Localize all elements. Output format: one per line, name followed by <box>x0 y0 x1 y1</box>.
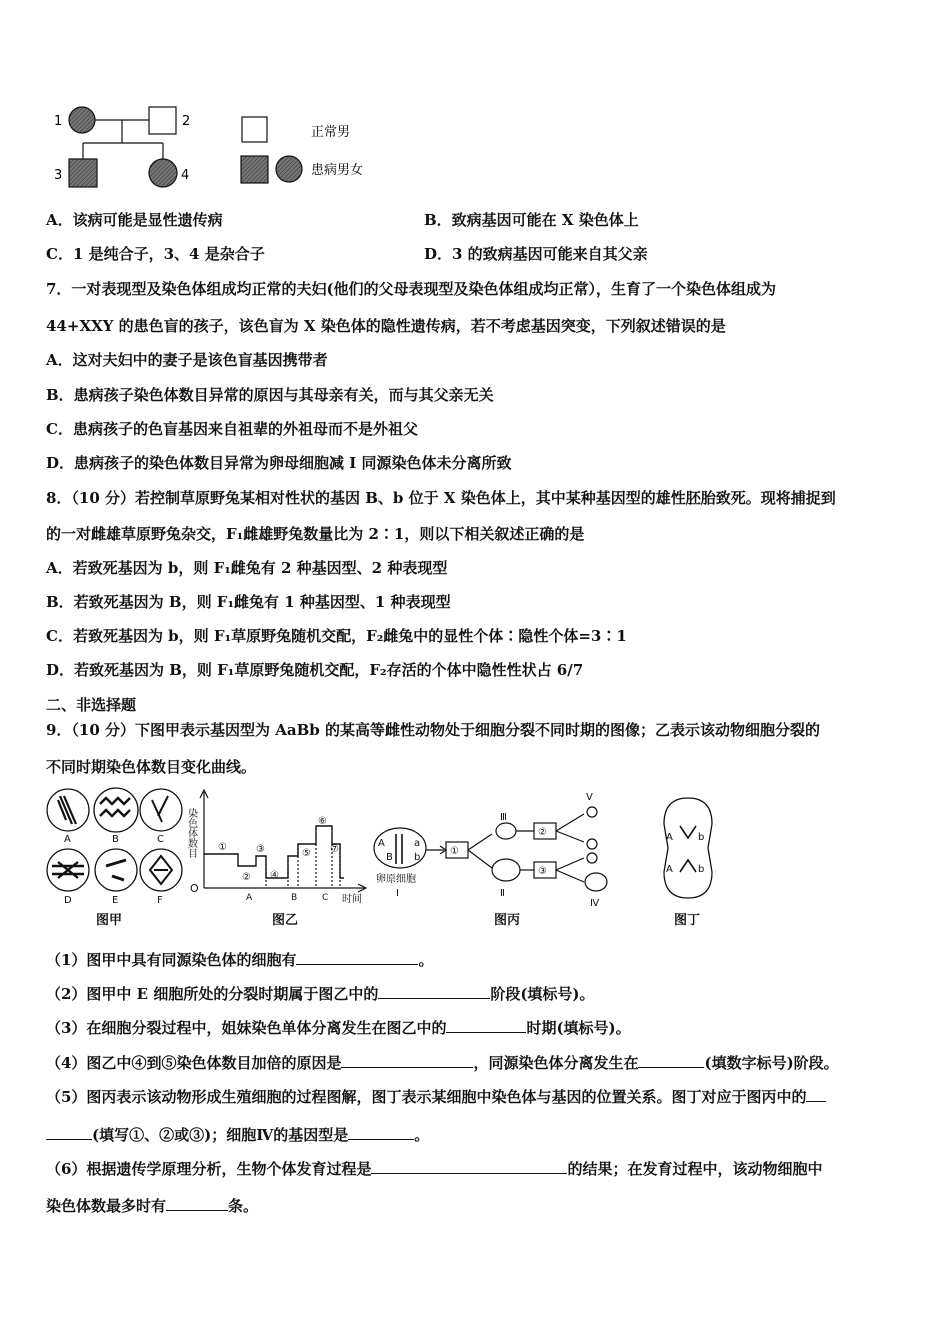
q8-option-d[interactable]: D．若致死基因为 B，则 F₁草原野兔随机交配，F₂存活的个体中隐性性状占 6/7 <box>46 661 584 679</box>
q6-option-c[interactable]: C．1 是纯合子，3、4 是杂合子 <box>46 245 265 263</box>
q9-stem-line1: 9．（10 分）下图甲表示基因型为 AaBb 的某高等雌性动物处于细胞分裂不同时期的图像；乙表示该动物细胞分裂的 <box>46 721 821 739</box>
q7-option-d[interactable]: D．患病孩子的染色体数目异常为卵母细胞减 I 同源染色体未分离所致 <box>46 454 512 472</box>
svg-text:患病男女: 患病男女 <box>311 163 364 178</box>
svg-text:⑤: ⑤ <box>302 848 311 859</box>
svg-text:B: B <box>386 852 393 863</box>
q6-option-a[interactable]: A．该病可能是显性遗传病 <box>46 211 223 229</box>
svg-text:2: 2 <box>182 114 191 129</box>
q9-sub1: （1）图甲中具有同源染色体的细胞有 。 <box>46 951 434 969</box>
cell-E <box>95 849 137 906</box>
svg-text:②: ② <box>538 827 547 838</box>
svg-text:时间: 时间 <box>342 894 362 905</box>
svg-text:B: B <box>291 893 298 903</box>
svg-text:Ⅲ: Ⅲ <box>500 812 507 823</box>
q7-stem-line2: 44+XXY 的患色盲的孩子，该色盲为 X 染色体的隐性遗传病，若不考虑基因突变，下列叙述错误的是 <box>46 317 726 335</box>
svg-text:①: ① <box>218 842 227 853</box>
q8-option-b[interactable]: B．若致死基因为 B，则 F₁雌兔有 1 种基因型、1 种表现型 <box>46 593 451 611</box>
caption-ding: 图丁 <box>674 913 701 928</box>
svg-text:B: B <box>112 834 119 845</box>
svg-text:Ⅱ: Ⅱ <box>500 888 505 899</box>
answer-blank-4b[interactable] <box>638 1053 704 1068</box>
svg-text:Ⅳ: Ⅳ <box>590 898 600 909</box>
figure-jia <box>47 788 182 928</box>
svg-text:b: b <box>698 832 705 843</box>
q6-options-row2 <box>46 244 648 264</box>
answer-blank-6b[interactable] <box>166 1196 228 1211</box>
answer-blank-6a[interactable] <box>371 1159 567 1174</box>
cell-F <box>140 849 182 906</box>
cell-B <box>94 788 138 845</box>
cell-C <box>140 789 182 845</box>
answer-blank-3[interactable] <box>446 1018 526 1033</box>
q7-stem-line1: 7．一对表现型及染色体组成均正常的夫妇(他们的父母表现型及染色体组成均正常），生育了一个染色体组成为 <box>46 280 777 298</box>
answer-blank-4a[interactable] <box>341 1053 473 1068</box>
legend-affected <box>241 156 363 183</box>
q9-sub5-line2: (填写①、②或③)；细胞Ⅳ的基因型是 。 <box>46 1125 429 1145</box>
svg-text:A: A <box>378 838 385 849</box>
q9-sub5-line1: （5）图丙表示该动物形成生殖细胞的过程图解，图丁表示某细胞中染色体与基因的位置关系。图丁对应于图丙中的 <box>46 1087 826 1107</box>
legend-normal-male <box>242 117 350 142</box>
answer-blank-5b[interactable] <box>348 1125 414 1140</box>
q9-sub6-line1: （6）根据遗传学原理分析，生物个体发育过程是 的结果；在发育过程中，该动物细胞中 <box>46 1160 823 1178</box>
q8-option-c[interactable]: C．若致死基因为 b，则 F₁草原野兔随机交配，F₂雌兔中的显性个体∶隐性个体=3∶1 <box>46 627 627 645</box>
svg-text:①: ① <box>450 846 459 857</box>
svg-text:④: ④ <box>270 870 279 881</box>
svg-text:4: 4 <box>181 168 190 183</box>
svg-text:正常男: 正常男 <box>311 125 351 140</box>
svg-text:b: b <box>414 852 421 863</box>
svg-text:②: ② <box>242 872 251 883</box>
answer-blank-1[interactable] <box>296 950 418 965</box>
svg-text:D: D <box>64 895 72 906</box>
oogonium-cell <box>374 828 426 868</box>
svg-text:③: ③ <box>538 866 547 877</box>
svg-text:A: A <box>64 834 71 845</box>
pedigree-individual-4 <box>149 159 189 187</box>
q9-figures <box>44 786 904 931</box>
svg-text:b: b <box>698 864 705 875</box>
answer-blank-5a-start[interactable] <box>806 1087 826 1102</box>
figure-ding <box>664 798 712 928</box>
caption-yi: 图乙 <box>272 913 299 928</box>
q9-sub6-line2: 染色体数最多时有 条。 <box>46 1197 259 1215</box>
y-axis-label: 染色体数目 <box>185 808 197 858</box>
svg-text:1: 1 <box>54 114 63 129</box>
svg-text:Ⅰ: Ⅰ <box>396 888 399 899</box>
svg-text:a: a <box>414 838 421 849</box>
q7-option-c[interactable]: C．患病孩子的色盲基因来自祖辈的外祖母而不是外祖父 <box>46 420 418 438</box>
svg-text:C: C <box>322 893 329 903</box>
cell-A <box>47 789 89 845</box>
svg-text:3: 3 <box>54 168 63 183</box>
q9-sub3: （3）在细胞分裂过程中，姐妹染色单体分离发生在图乙中的 时期(填标号)。 <box>46 1019 631 1037</box>
oogonium-label: 卵原细胞 <box>376 874 416 885</box>
answer-blank-2[interactable] <box>378 984 490 999</box>
figure-bing <box>374 792 607 928</box>
svg-text:C: C <box>157 834 164 845</box>
q6-option-b[interactable]: B．致病基因可能在 X 染色体上 <box>424 211 639 229</box>
q7-option-b[interactable]: B．患病孩子染色体数目异常的原因与其母亲有关，而与其父亲无关 <box>46 386 494 404</box>
q6-option-d[interactable]: D．3 的致病基因可能来自其父亲 <box>424 245 648 263</box>
svg-text:③: ③ <box>256 844 265 855</box>
q8-option-a[interactable]: A．若致死基因为 b，则 F₁雌兔有 2 种基因型、2 种表现型 <box>46 559 448 577</box>
svg-text:E: E <box>112 895 119 906</box>
caption-bing: 图丙 <box>494 913 521 928</box>
pedigree-individual-1 <box>54 107 95 133</box>
pedigree-individual-3 <box>54 159 97 187</box>
svg-text:O: O <box>190 882 199 895</box>
svg-text:⑥: ⑥ <box>318 816 327 827</box>
svg-text:A: A <box>666 864 673 875</box>
pedigree-individual-2 <box>149 107 190 134</box>
section-heading: 二、非选择题 <box>46 696 137 714</box>
q9-sub4: （4）图乙中④到⑤染色体数目加倍的原因是 ，同源染色体分离发生在 (填数字标号)阶段。 <box>46 1054 839 1072</box>
svg-text:A: A <box>666 832 673 843</box>
cell-D <box>47 849 89 906</box>
q6-options-row1 <box>46 210 639 230</box>
svg-text:A: A <box>246 893 253 903</box>
q9-sub2: （2）图甲中 E 细胞所处的分裂时期属于图乙中的 阶段(填标号)。 <box>46 985 595 1003</box>
figure-yi <box>186 790 367 928</box>
svg-text:⑦: ⑦ <box>330 844 339 855</box>
q9-stem-line2: 不同时期染色体数目变化曲线。 <box>46 758 257 776</box>
pedigree-figure <box>50 98 380 194</box>
svg-text:F: F <box>157 895 163 906</box>
q8-stem-line2: 的一对雌雄草原野兔杂交，F₁雌雄野兔数量比为 2∶1，则以下相关叙述正确的是 <box>46 525 585 543</box>
answer-blank-5a-end[interactable] <box>46 1125 92 1140</box>
q7-option-a[interactable]: A．这对夫妇中的妻子是该色盲基因携带者 <box>46 351 328 369</box>
caption-jia: 图甲 <box>96 913 123 928</box>
q8-stem-line1: 8．（10 分）若控制草原野兔某相对性状的基因 B、b 位于 X 染色体上，其中某种基因型的雄性胚胎致死。现将捕捉到 <box>46 489 836 507</box>
svg-text:Ⅴ: Ⅴ <box>586 792 593 803</box>
